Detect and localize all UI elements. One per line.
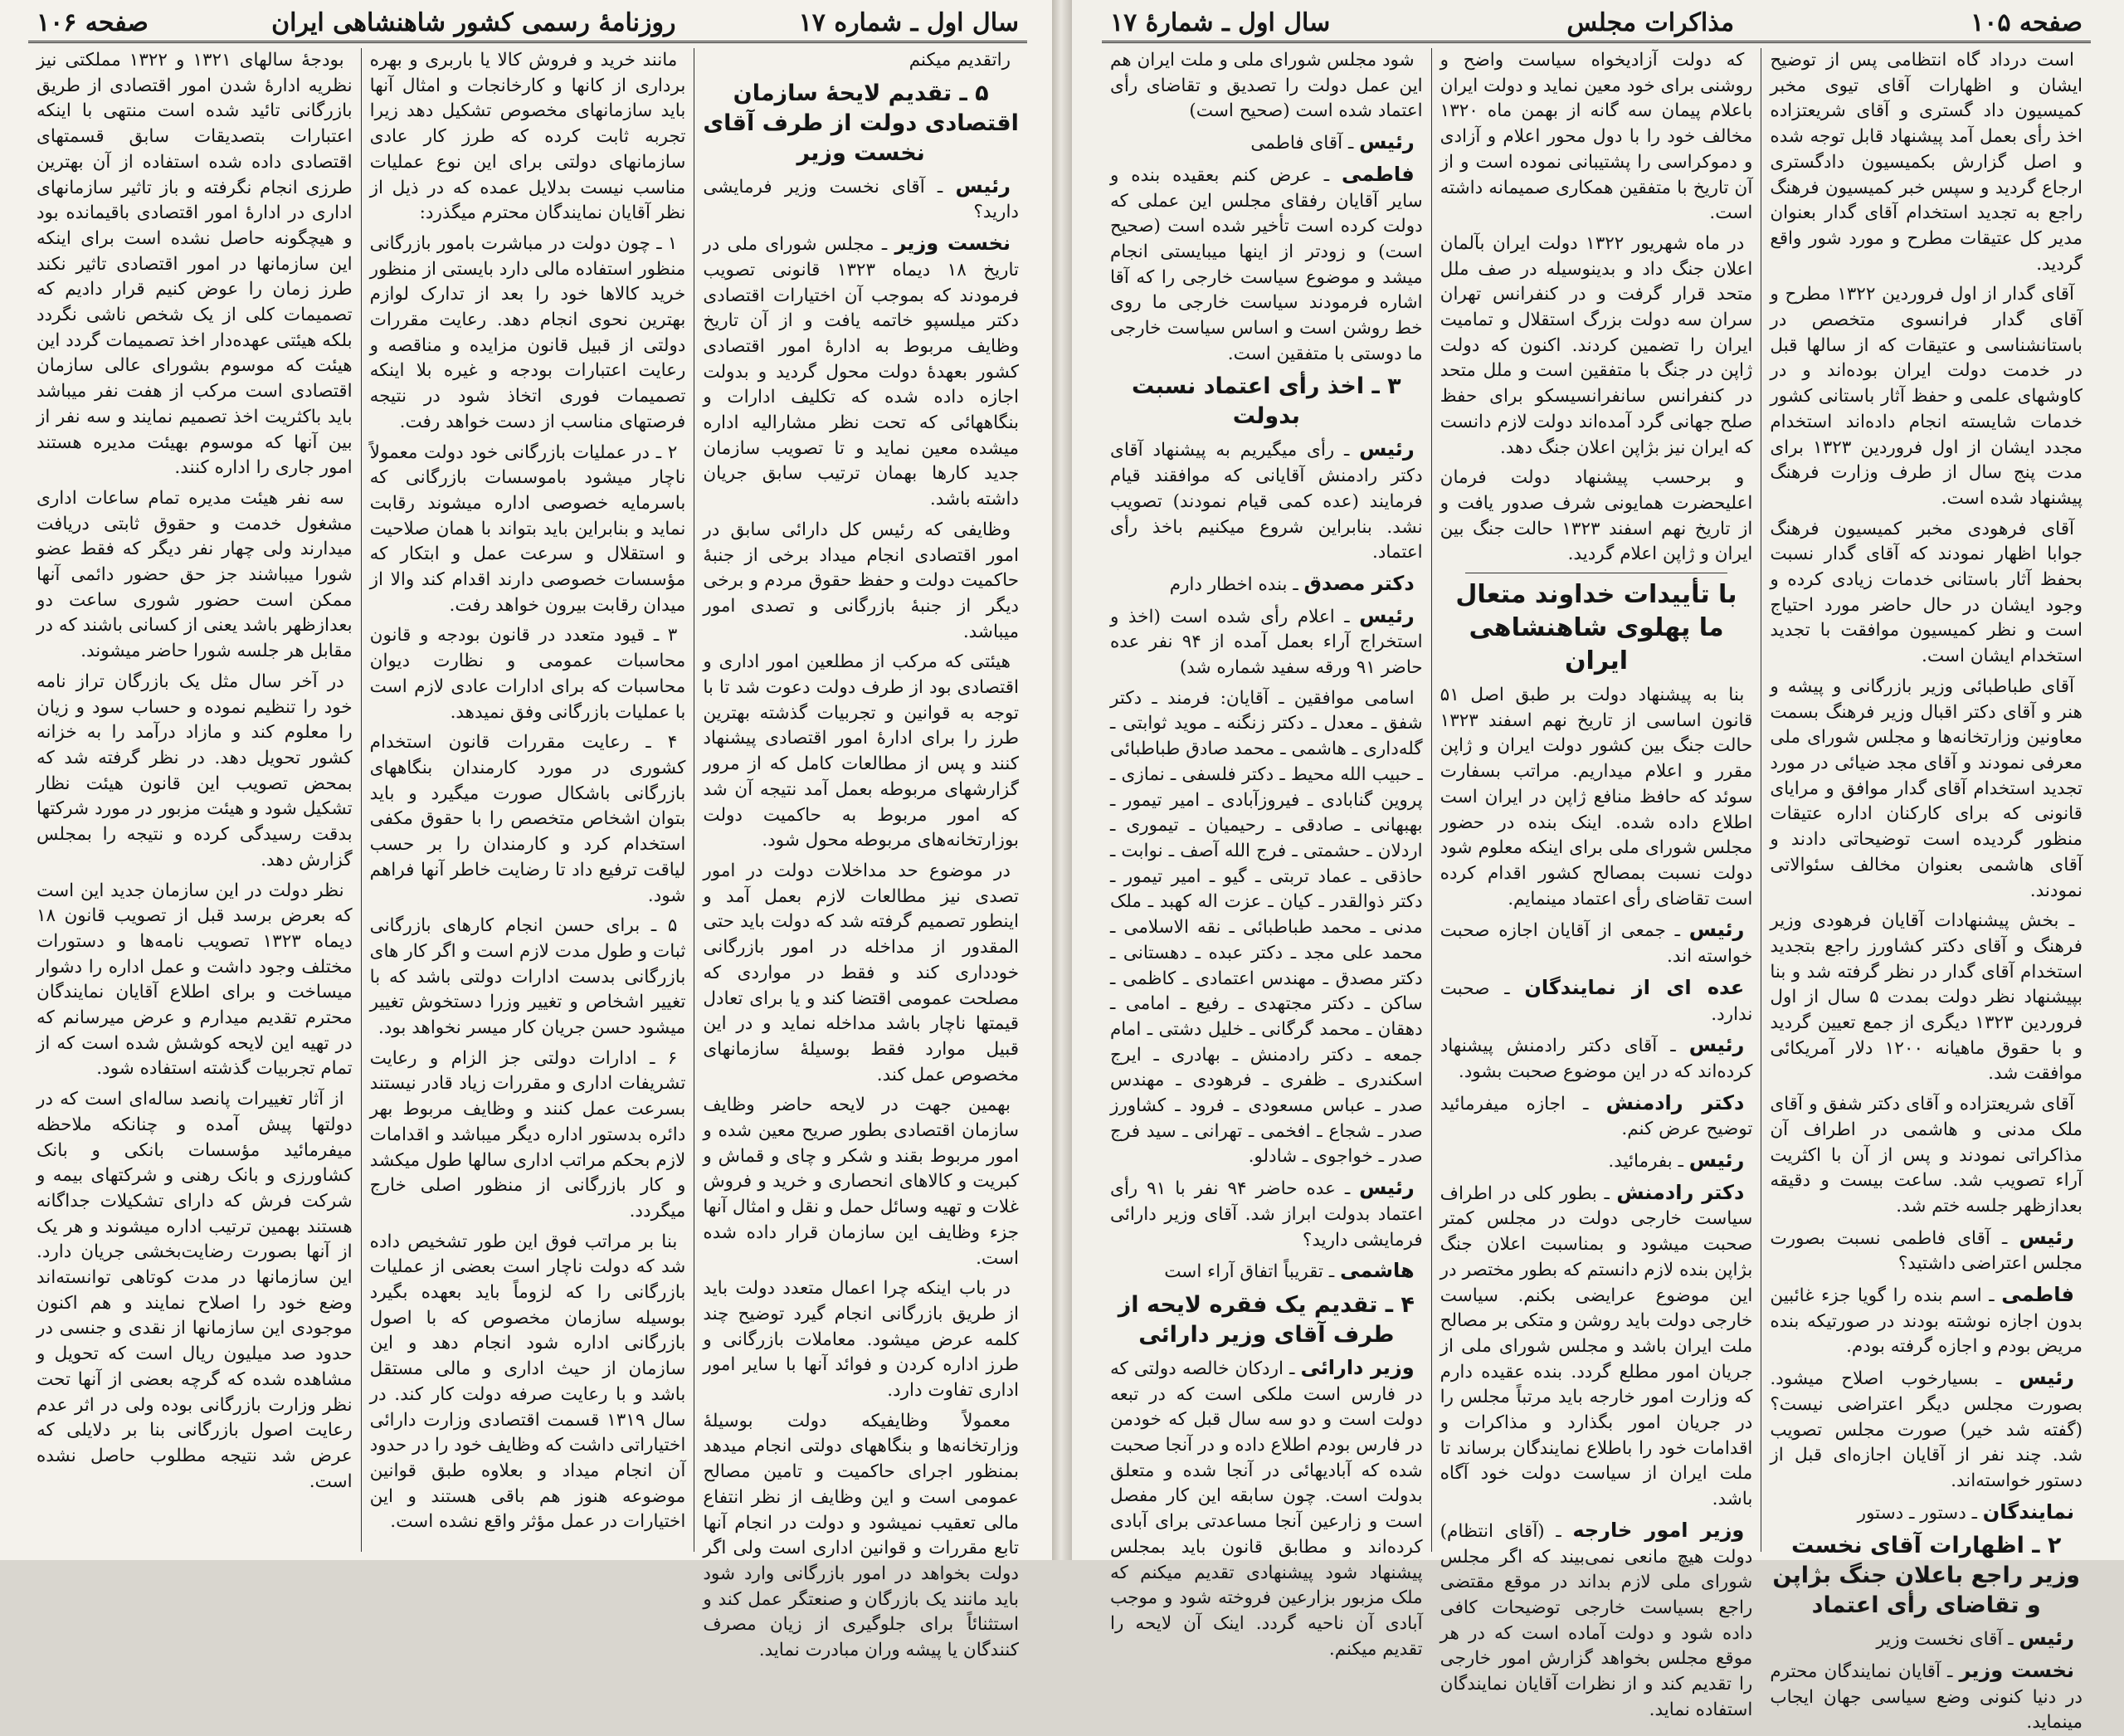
paragraph: ۶ ـ ادارات دولتی جز الزام و رعایت تشریفات اداری و مقررات زیاد قادر نیستند بسرعت عمل کنند و وظایف مربوط بهر دائره بدستور اداره دیگر میباشد و اقدامات لازم بحکم مراتب اداری سالها طول میکشد و کار بازرگانی از منظور اصلی خارج میگردد. bbox=[369, 1047, 686, 1222]
speaker-name: نمایندگان bbox=[1982, 1499, 2074, 1524]
paragraph: در باب اینکه چرا اعمال متعدد دولت باید از طریق بازرگانی انجام گیرد توضیح چند کلمه عرض میشود. معاملات بازرگانی و طرز اداره کردن و فوائد آنها با سایر امور اداری تفاوت دارد. bbox=[703, 1278, 1019, 1402]
speaker-name: رئیس bbox=[1688, 918, 1745, 942]
speech-text: ـ دستور ـ دستور bbox=[1857, 1502, 1977, 1524]
paragraph: ـ بخش پیشنهادات آقایان فرهودی وزیر فرهنگ و آقای دکتر کشاورز راجع بتجدید استخدام آقای گدار در نظر گرفته شد و بنا بپیشنهاد نظر دولت بمدت ۵ سال از اول فروردین ۱۳۲۳ دیگری از جمع تعیین گردید و با حقوق ماهیانه ۱۲۰۰ دلار آمریکائی موافقت شد. bbox=[1770, 910, 2083, 1085]
paragraph bbox=[703, 231, 1019, 513]
speech-text: ـ مجلس شورای ملی در تاریخ ۱۸ دیماه ۱۳۲۳ قانونی تصویب فرمودند که بموجب آن اختیارات اقتصادی دکتر میلسپو خاتمه یافت و از آن تاریخ وظایف مربوط به ادارهٔ امور اقتصادی کشور بعهدهٔ دولت محول گردید و بدولت اجازه داده شده که تکلیف ادارات و بنگاههائی که تحت نظر مشارالیه اداره میشده معین نماید و تا تصویب سازمان جدید کارها بهمان ترتیب سابق جریان داشته باشد. bbox=[703, 234, 1019, 510]
speaker-name: فاطمی bbox=[2001, 1283, 2074, 1307]
speaker-name: نخست وزیر bbox=[894, 232, 1011, 256]
speaker-name: رئیس bbox=[2019, 1366, 2074, 1390]
paragraph bbox=[1770, 1282, 2083, 1360]
speech-text: ـ بنده اخطار دارم bbox=[1169, 573, 1298, 595]
speech-text: ـ اسم بنده را گویا جزء غائبین بدون اجازه نوشته بودند در صورتیکه بنده مریض بودم و اجازه گرفته بودم. bbox=[1770, 1285, 2083, 1358]
speaker-name: رئیس bbox=[1688, 1148, 1745, 1173]
paragraph: ۵ ـ برای حسن انجام کارهای بازرگانی ثبات و طول مدت لازم است و اگر کار های بازرگانی بدست ادارات دولتی باشد که با تغییر اشخاص و تغییر وزرا دستخوش تغییر میشود حسن جریان کار میسر نخواهد بود. bbox=[369, 915, 686, 1039]
right-page-title: مذاکرات مجلس bbox=[1566, 8, 1735, 37]
speaker-name: رئیس bbox=[1359, 1176, 1415, 1200]
speech-text: ـ آقای فاطمی نسبت بصورت مجلس اعتراضی داشتید؟ bbox=[1770, 1227, 2083, 1275]
paragraph bbox=[1440, 1090, 1753, 1143]
speaker-name: رئیس bbox=[1359, 603, 1415, 627]
paragraph bbox=[1440, 1180, 1753, 1513]
speech-text: ـ آقای نخست وزیر bbox=[1876, 1629, 2014, 1651]
paragraph: است درداد گاه انتظامی پس از توضیح ایشان و اظهارات آقای تیوی مخبر کمیسیون داد گستری و آقای شریعتزاده اخذ رأی بعمل آمد پیشنهاد قابل توجه شده و اصل گزارش بکمیسیون دادگستری ارجاع گردید و سپس خبر کمیسیون فرهنگ راجع به تجدید استخدام آقای گدار بعنوان مدیر کل عتیقات مطرح و مورد شور واقع گردید. bbox=[1770, 50, 2083, 275]
speaker-name: رئیس bbox=[1359, 437, 1415, 461]
paragraph: راتقدیم میکنم bbox=[909, 50, 1011, 71]
paragraph: در موضوع حد مداخلات دولت در امور تصدی نیز مطالعات لازم بعمل آمد و اینطور تصمیم گرفته شد که دولت باید حتی المقدور از مداخله در امور بازرگانی خودداری کند و فقط در مواردی که مصلحت عمومی اقتضا کند و یا برای تعادل قیمتها ناچار باشد مداخله نماید و در این قبیل موارد فقط بوسیلهٔ سازمانهای مخصوص عمل کند. bbox=[703, 860, 1019, 1085]
paragraph bbox=[1440, 917, 1753, 969]
speech-text: ـ جمعی از آقایان اجازه صحبت خواسته اند. bbox=[1440, 920, 1753, 968]
speaker-name: دکتر مصدق bbox=[1303, 571, 1415, 595]
paragraph bbox=[1110, 1258, 1423, 1285]
left-page-header bbox=[28, 7, 1027, 43]
speaker-name: وزیر دارائی bbox=[1300, 1355, 1415, 1379]
paragraph: اسامی موافقین ـ آقایان: فرمند ـ دکتر شفق ـ معدل ـ دکتر زنگنه ـ موید ثوابتی ـ گله‌داری ـ هاشمی ـ محمد صادق طباطبائی ـ حبیب الله محیط ـ دکتر فلسفی ـ نمازی ـ پروین گنابادی ـ فیروزآبادی ـ امیر تیمور ـ بهبهانی ـ صادقی ـ رحیمیان ـ تیموری ـ اردلان ـ حشمتی ـ فرج الله آصف ـ نوابت ـ حاذقی ـ عماد تربتی ـ گیو ـ امیر تیمور ـ دکتر ذوالقدر ـ کیان ـ عزت اله کهبد ـ ملک مدنی ـ محمد طباطبائی ـ نقه الاسلامی ـ محمد علی مجد ـ دکتر عبده ـ دهستانی ـ دکتر مصدق ـ مهندس اعتمادی ـ کاظمی ـ ساکن ـ دکتر مجتهدی ـ رفیع ـ امامی ـ دهقان ـ محمد گرگانی ـ خلیل دشتی ـ امام جمعه ـ دکتر رادمنش ـ بهادری ـ ایرج اسکندری ـ ظفری ـ فرهودی ـ مهندس صدر ـ عباس مسعودی ـ فرود ـ کشاورز صدر ـ شجاع ـ افخمی ـ تهرانی ـ سید فرج صدر ـ خواجوی ـ شادلو. bbox=[1109, 687, 1423, 1168]
paragraph: وظایفی که رئیس کل دارائی سابق در امور اقتصادی انجام میداد برخی از جنبهٔ حاکمیت دولت و حفظ حقوق مردم و برخی دیگر از جنبهٔ بازرگانی و تصدی امور میباشد. bbox=[703, 519, 1019, 642]
speaker-name: رئیس bbox=[955, 173, 1011, 197]
speaker-name: رئیس bbox=[2019, 1626, 2074, 1651]
speech-text: ـ بفرمائید. bbox=[1608, 1151, 1683, 1173]
book-gutter bbox=[1052, 0, 1072, 1560]
paragraph: در ماه شهریور ۱۳۲۲ دولت ایران بآلمان اعلان جنگ داد و بدینوسیله در صف ملل متحد قرار گرفت و در کنفرانس تهران سران سه دولت بزرگ استقلال و تمامیت ایران را تضمین کردند. اکنون که دولت ژاپن در جنگ با متفقین است و ملل متحد در کنفرانس سانفرانسیسکو برای حفظ صلح جهانی گرد آمده‌اند دولت لازم دانست که ایران نیز بژاپن اعلان جنگ دهد. bbox=[1440, 232, 1753, 458]
left-page-column-3 bbox=[694, 48, 1027, 1661]
paragraph bbox=[1770, 1225, 2083, 1277]
paragraph: آقای شریعتزاده و آقای دکتر شفق و آقای ملک مدنی و هاشمی در اطراف آن مذاکراتی نمودند و پس از آن با اکثریت آراء تصویب شد. ساعت بیست و دقیقه بعدازظهر جلسه ختم شد. bbox=[1770, 1094, 2083, 1217]
paragraph bbox=[1770, 1658, 2083, 1736]
paragraph bbox=[1440, 1032, 1753, 1085]
speech-text: ـ بسیارخوب اصلاح میشود. بصورت مجلس دیگر اعتراضی نیست؟ (گفته شد خیر) صورت مجلس تصویب شد. چند نفر از آقایان اجازه‌ای قبل از دستور خواسته‌اند. bbox=[1770, 1368, 2083, 1491]
paragraph bbox=[1110, 571, 1423, 598]
paragraph bbox=[1770, 1499, 2083, 1527]
paragraph bbox=[1770, 1365, 2083, 1495]
speech-text: ـ اردکان خالصه دولتی که در فارس است ملکی است که در تبعه دولت است و دو سه سال قبل که خودمن در فارس بودم اطلاع داده و در آنجا صحبت شده که آبادیهائی در آنجا شده و متعلق بدولت است. چون سابقه این کار مفصل است و زارعین آنجا مساعدتی برای آبادی کرده‌اند و مطابق قانون باید بمجلس پیشنهاد شود پیشنهادی تقدیم میکنم که ملک مزبور بزارعین فروخته شود و موجب آبادی آن ناحیه گردد. اینک آن لایحه را تقدیم میکنم. bbox=[1109, 1358, 1423, 1660]
paragraph bbox=[1770, 1626, 2083, 1653]
paragraph: بهمین جهت در لایحه حاضر وظایف سازمان اقتصادی بطور صریح معین شده و امور مربوط بقند و شکر و چای و قماش و کبریت و کالاهای انحصاری و خرید و فروش غلات و تهیه وسائل حمل و نقل و امثال آنها جزء وظایف این سازمان قرار داده شده است. bbox=[703, 1095, 1019, 1269]
speaker-name: فاطمی bbox=[1341, 162, 1415, 186]
speech-text: ـ عرض کنم بعقیده بنده و سایر آقایان رفقای مجلس این عملی که دولت کرده است تأخیر شده است (صحیح است) و زودتر از اینها میبایستی انجام میشد و موضوع سیاست خارجی را که آقا اشاره فرمودند سیاست خارجی ما روی خط روشن است و اساس سیاست خارجی ما دوستی با متفقین است. bbox=[1109, 164, 1423, 364]
left-page-column-1 bbox=[28, 48, 361, 1552]
speaker-name: دکتر رادمنش bbox=[1605, 1090, 1745, 1114]
speech-text: ـ عده حاضر ۹۴ نفر با ۹۱ رأی اعتماد بدولت ابراز شد. آقای وزیر دارائی فرمایشی دارید؟ bbox=[1109, 1178, 1423, 1251]
left-page-title: روزنامهٔ رسمی کشور شاهنشاهی ایران bbox=[271, 8, 676, 37]
right-page-columns bbox=[1102, 48, 2091, 1734]
paragraph bbox=[1110, 1175, 1423, 1253]
paragraph: هیئتی که مرکب از مطلعین امور اداری و اقتصادی بود از طرف دولت دعوت شد تا با توجه به قوانین و تجربیات گذشته بهترین طرز را برای ادارهٔ امور اقتصادی پیشنهاد کنند و پس از مطالعات کامل که از مرور گزارشهای مربوطه بعمل آمد نتیجه آن شد که امور مربوط به حاکمیت دولت بوزارتخانه‌های مربوطه محول شود. bbox=[703, 651, 1019, 851]
speech-text: ـ اعلام رأی شده است (اخذ و استخراج آراء بعمل آمده از ۹۴ نفر عده حاضر ۹۱ ورقه سفید شماره شد) bbox=[1109, 606, 1423, 679]
paragraph: ۲ ـ در عملیات بازرگانی خود دولت معمولاً ناچار میشود باموسسات بازرگانی که باسرمایه خصوصی اداره میشوند رقابت نماید و بنابراین باید بتواند با همان صلاحیت و استقلال و سرعت عمل و ابتکار که مؤسسات خصوصی دارند اقدام کند والا از میدان رقابت بیرون خواهد رفت. bbox=[369, 441, 686, 616]
section-heading: ۳ ـ اخذ رأی اعتماد نسبت بدولت bbox=[1132, 373, 1401, 430]
paragraph: بنا بر مراتب فوق این طور تشخیص داده شد که دولت ناچار است بعضی از عملیات بازرگانی را که لزوماً باید بعهده بگیرد بوسیله سازمان مخصوص که با اصول بازرگانی اداره شود انجام دهد و این سازمان از حیث اداری و مالی مستقل باشد و با رعایت صرفه دولت کار کند. در سال ۱۳۱۹ قسمت اقتصادی وزارت دارائی اختیاراتی داشت که وظایف خود را در حدود آن انجام میداد و بعلاوه طبق قوانین موضوعه هنوز هم باقی هستند و این اختیارات در عمل مؤثر واقع نشده است. bbox=[369, 1231, 686, 1533]
paragraph: سه نفر هیئت مدیره تمام ساعات اداری مشغول خدمت و حقوق ثابتی دریافت میدارند ولی چهار نفر دیگر که فقط عضو شورا میباشند جز حق حضور دائمی آنها ممکن است حضور شوری ساعت دو بعدازظهر باشد یعنی از کسانی باشند که در مقابل هر جلسه شورا حاضر میشوند. bbox=[36, 487, 353, 662]
left-page bbox=[0, 0, 1052, 1661]
paragraph: شود مجلس شورای ملی و ملت ایران هم این عمل دولت را تصدیق و تقاضای رأی اعتماد شده است (صحیح است) bbox=[1109, 50, 1423, 122]
paragraph: نظر دولت در این سازمان جدید این است که بعرض برسد قبل از تصویب قانون ۱۸ دیماه ۱۳۲۳ تصویب نامه‌ها و دستورات مختلف وجود داشت و عمل اداره را دشوار میساخت و برای اطلاع آقایان نمایندگان محترم تقدیم میدارم و عرض میرسانم که در تهیه این لایحه کوشش شده است که از تمام تجربیات گذشته استفاده شود. bbox=[36, 880, 353, 1080]
speech-text: ـ صحبت ندارد. bbox=[1440, 978, 1753, 1025]
speech-text: ـ آقای نخست وزیر فرمایشی دارید؟ bbox=[703, 176, 1019, 223]
paragraph: آقای طباطبائی وزیر بازرگانی و پیشه و هنر و آقای دکتر اقبال وزیر فرهنگ بسمت معاونین وزارتخانه‌ها و مجلس شورای ملی معرفی نمودند و آقای مجد ضیائی در مورد تجدید استخدام آقای گدار موافق و مرایای قانونی که برای کارکنان اداره عتیقات منظور گردیده است توضیحاتی دادند و آقای هاشمی بعنوان مخالف سئوالاتی نمودند. bbox=[1770, 675, 2083, 901]
paragraph: مانند خرید و فروش کالا یا باربری و بهره برداری از کانها و کارخانجات و امثال آنها باید سازمانهای مخصوص تشکیل دهد زیرا تجربه ثابت کرده که طرز کار عادی سازمانهای دولتی برای این نوع عملیات مناسب نیست بدلایل عمده که در ذیل از نظر آقایان نمایندگان محترم میگذرد: bbox=[369, 50, 686, 224]
paragraph: که دولت آزادیخواه سیاست واضح و روشنی برای خود معین نماید و دولت ایران باعلام پیمان سه گانه از بهمن ماه ۱۳۲۰ مخالف خود را با دول محور اعلام و آزادی و دموکراسی را پشتیبانی نموده است و از آن تاریخ با متفقین همکاری صمیمانه داشته است. bbox=[1440, 50, 1753, 224]
speaker-name: عده ای از نمایندگان bbox=[1524, 975, 1745, 999]
royal-decree-heading: با تأییدات خداوند متعال ما پهلوی شاهنشاهی ایران bbox=[1455, 580, 1737, 676]
paragraph bbox=[1110, 162, 1423, 368]
speech-text: ـ تقریباً اتفاق آراء است bbox=[1164, 1261, 1335, 1283]
paragraph bbox=[1440, 975, 1753, 1027]
speaker-name: نخست وزیر bbox=[1959, 1659, 2074, 1683]
speaker-name: دکتر رادمنش bbox=[1616, 1180, 1745, 1204]
speech-text: ـ آقایان نمایندگان محترم در دنیا کنونی وضع سیاسی جهان ایجاب مینماید. bbox=[1770, 1661, 2083, 1734]
right-page-issue: سال اول ـ شمارهٔ ۱۷ bbox=[1110, 8, 1331, 37]
left-page-number: صفحه ۱۰۶ bbox=[37, 8, 149, 37]
left-page-column-2 bbox=[361, 48, 694, 1552]
speech-text: ـ رأی میگیریم به پیشنهاد آقای دکتر رادمنش آقایانی که موافقند قیام فرمایند (عده کمی قیام نمودند) تصویب نشد. بنابراین شروع میکنیم باخذ رأی اعتماد. bbox=[1109, 440, 1423, 563]
speaker-name: رئیس bbox=[2019, 1225, 2074, 1249]
speech-text: ـ اجازه میفرمائید توضیح عرض کنم. bbox=[1440, 1093, 1753, 1140]
right-page bbox=[1072, 0, 2124, 1734]
speech-text: ـ (آقای انتظام) دولت هیچ مانعی نمی‌بیند که اگر مجلس شورای ملی لازم بداند در موقع مقتضی راجع بسیاست خارجی توضیحات کافی داده شود و دولت آماده است که در هر موقع مجلس بخواهد گزارش امور خارجی را تقدیم کند و از نظرات آقایان نمایندگان استفاده نماید. bbox=[1440, 1520, 1753, 1720]
paragraph bbox=[1440, 1148, 1753, 1175]
speech-text: ـ آقای فاطمی bbox=[1250, 133, 1354, 154]
right-page-header bbox=[1102, 7, 2091, 43]
paragraph bbox=[1110, 436, 1423, 566]
paragraph: آقای گدار از اول فروردین ۱۳۲۲ مطرح و آقای گدار فرانسوی متخصص در باستانشناسی و عتیقات که از سالها قبل در خدمت دولت ایران بوده‌اند و در کاوشهای علمی و حفظ آثار باستانی کشور خدمات شایسته انجام داده‌اند استخدام مجدد ایشان از اول فروردین ۱۳۲۳ برای مدت پنج سال از طرف وزارت فرهنگ پیشنهاد شده است. bbox=[1770, 284, 2083, 509]
paragraph: ۳ ـ قیود متعدد در قانون بودجه و قانون محاسبات عمومی و نظارت دیوان محاسبات که برای ادارات عادی لازم است با عملیات بازرگانی وفق نمیدهد. bbox=[369, 625, 686, 723]
speaker-name: رئیس bbox=[1359, 130, 1415, 154]
right-page-column-3 bbox=[1102, 48, 1431, 1660]
right-page-column-2 bbox=[1431, 48, 1761, 1720]
paragraph: ۴ ـ رعایت مقررات قانون استخدام کشوری در مورد کارمندان بنگاههای بازرگانی باشکال صورت میگیرد و باید بتوان اشخاص متخصص را با حقوق مکفی استخدام کرد و کارمندان را بر حسب لیاقت ترفیع داد تا رضایت خاطر آنها فراهم شود. bbox=[369, 732, 686, 906]
paragraph: بنا به پیشنهاد دولت بر طبق اصل ۵۱ قانون اساسی از تاریخ نهم اسفند ۱۳۲۳ حالت جنگ بین کشور دولت ایران و ژاپن مقرر و اعلام میداریم. مراتب بسفارت سوئد که حافظ منافع ژاپن در ایران است اطلاع داده شده. اینک بنده در حضور مجلس شورای ملی برای اینکه معلوم شود دولت نسبت بمصالح کشور اقدام کرده است تقاضای رأی اعتماد مینمایم. bbox=[1440, 685, 1753, 909]
right-page-number: صفحه ۱۰۵ bbox=[1971, 8, 2083, 37]
speech-text: ـ بطور کلی در اطراف سیاست خارجی دولت در مجلس کمتر صحبت میشود و بمناسبت اعلان جنگ بژاپن بنده لازم دانستم که بطور مختصر در این موضوع عرایضی بکنم. سیاست خارجی دولت باید روشن و متکی بر مصالح ملت ایران باشد و مجلس شورای ملی از جریان امور مطلع گردد. بنده عقیده دارم که وزارت امور خارجه باید مرتباً مجلس را در جریان امور بگذارد و مذاکرات و اقدامات خود را باطلاع نمایندگان برساند تا ملت ایران از سیاست دولت خود آگاه باشد. bbox=[1440, 1183, 1753, 1510]
paragraph: آقای فرهودی مخبر کمیسیون فرهنگ جوابا اظهار نمودند که آقای گدار نسبت بحفظ آثار باستانی خدمات زیادی کرده و وجود ایشان در حال حاضر مورد احتیاج است و نظر کمیسیون موافقت با تجدید استخدام ایشان است. bbox=[1770, 518, 2083, 667]
paragraph bbox=[1110, 1355, 1423, 1662]
left-page-columns bbox=[28, 48, 1027, 1661]
paragraph: ۱ ـ چون دولت در مباشرت بامور بازرگانی منظور استفاده مالی دارد بایستی از منظور خرید کالاها خود را بعد از تدارک لوازم بهترین نحوی انجام دهد. رعایت مقررات دولتی از قبیل قانون مزایده و مناقصه و رعایت اعتبارات بودجه و غیره بلا اینکه تصمیمات فوری اتخاذ شود در نتیجه فرصتهای مناسب از دست خواهد رفت. bbox=[369, 232, 686, 432]
paragraph: از آثار تغییرات پانصد ساله‌ای است که در دولتها پیش آمده و چنانکه ملاحظه میفرمائید مؤسسات بانکی و بانک کشاورزی و بانک رهنی و شرکتهای بیمه و شرکت فرش که دارای تشکیلات جداگانه هستند بهمین ترتیب اداره میشوند و هر یک از آنها بصورت رضایت‌بخشی جریان دارد. این سازمانها در مدت کوتاهی توانسته‌اند وضع خود را اصلاح نمایند و هم اکنون موجودی این سازمانها از نقدی و جنسی در حدود صد میلیون ریال است که تحویل و مشاهده شده که گرچه بعضی از آنها تحت نظر وزارت بازرگانی بوده ولی در اثر عدم رعایت اصول بازرگانی بنا بر دلایلی که عرض شد نتیجه مطلوب حاصل نشده است. bbox=[36, 1089, 353, 1492]
paragraph bbox=[1110, 129, 1423, 157]
speaker-name: هاشمی bbox=[1340, 1259, 1415, 1283]
section-heading: ۲ ـ اظهارات آقای نخست وزیر راجع باعلان جنگ بژاپن و تقاضای رأی اعتماد bbox=[1772, 1533, 2080, 1619]
speaker-name: رئیس bbox=[1688, 1033, 1745, 1057]
section-heading: ۵ ـ تقدیم لایحهٔ سازمان اقتصادی دولت از طرف آقای نخست وزیر bbox=[703, 80, 1019, 166]
paragraph bbox=[1110, 603, 1423, 681]
speaker-name: وزیر امور خارجه bbox=[1572, 1518, 1745, 1542]
paragraph: و برحسب پیشنهاد دولت فرمان اعلیحضرت همایونی شرف صدور یافت و از تاریخ نهم اسفند ۱۳۲۳ حالت جنگ بین ایران و ژاپن اعلام گردید. bbox=[1440, 467, 1753, 565]
paragraph: معمولاً وظایفیکه دولت بوسیلهٔ وزارتخانه‌ها و بنگاههای دولتی انجام میدهد بمنظور اجرای حاکمیت و تامین مصالح عمومی است و این وظایف از نظر انتفاع مالی تعقیب نمیشود و دولت در انجام آنها تابع مقررات و قوانین اداری است ولی اگر دولت بخواهد در امور بازرگانی وارد شود باید مانند یک بازرگان و صنعتگر عمل کند و استثنائاً برای جلوگیری از زیان مصرف کنندگان یا پیشه وران مبادرت نماید. bbox=[703, 1410, 1019, 1661]
paragraph bbox=[703, 173, 1019, 226]
paragraph: بودجهٔ سالهای ۱۳۲۱ و ۱۳۲۲ مملکتی نیز نظریه ادارهٔ شدن امور اقتصادی از طریق بازرگانی تائید شده است منتهی با اینکه اعتبارات بتصدیقات سابق قسمتهای اقتصادی داده شده استفاده از آن بهترین طرزی انجام نگرفته و باز تاثیر سازمانهای اداری در ادارهٔ امور اقتصادی باقیمانده بود و هیچگونه حاصل نشده است برای اینکه این سازمانها در امور اقتصادی تاثیر نکند طرز زمان را عوض کنیم قرار دادیم که تصمیمات کلی از یک شخص ناشی نگردد بلکه هیئتی عهده‌دار اخذ تصمیمات گردد این هیئت که موسوم بشورای عالی سازمان اقتصادی است مرکب از هفت نفر میباشد باید باکثریت اخذ تصمیم نمایند و سه نفر از بین آنها که موسوم بهیئت مدیره هستند امور جاری را اداره کنند. bbox=[36, 50, 353, 479]
speech-text: ـ آقای دکتر رادمنش پیشنهاد کرده‌اند که در این موضوع صحبت بشود. bbox=[1440, 1036, 1753, 1082]
paragraph: در آخر سال مثل یک بازرگان تراز نامه خود را تنظیم نموده و حساب سود و زیان را معلوم کند و مازاد درآمد را به خزانه کشور تحویل دهد. در نظر گرفته شد که بمحض تصویب این قانون هیئت نظار تشکیل شود و هیئت مزبور در مورد شرکتها بدقت رسیدگی کرده و نتیجه را بمجلس گزارش دهد. bbox=[36, 671, 353, 870]
paragraph bbox=[1440, 1518, 1753, 1724]
left-page-issue: سال اول ـ شماره ۱۷ bbox=[798, 8, 1019, 37]
right-page-column-1 bbox=[1761, 48, 2091, 1734]
section-heading: ۴ ـ تقدیم یک فقره لایحه از طرف آقای وزیر دارائی bbox=[1118, 1291, 1415, 1348]
